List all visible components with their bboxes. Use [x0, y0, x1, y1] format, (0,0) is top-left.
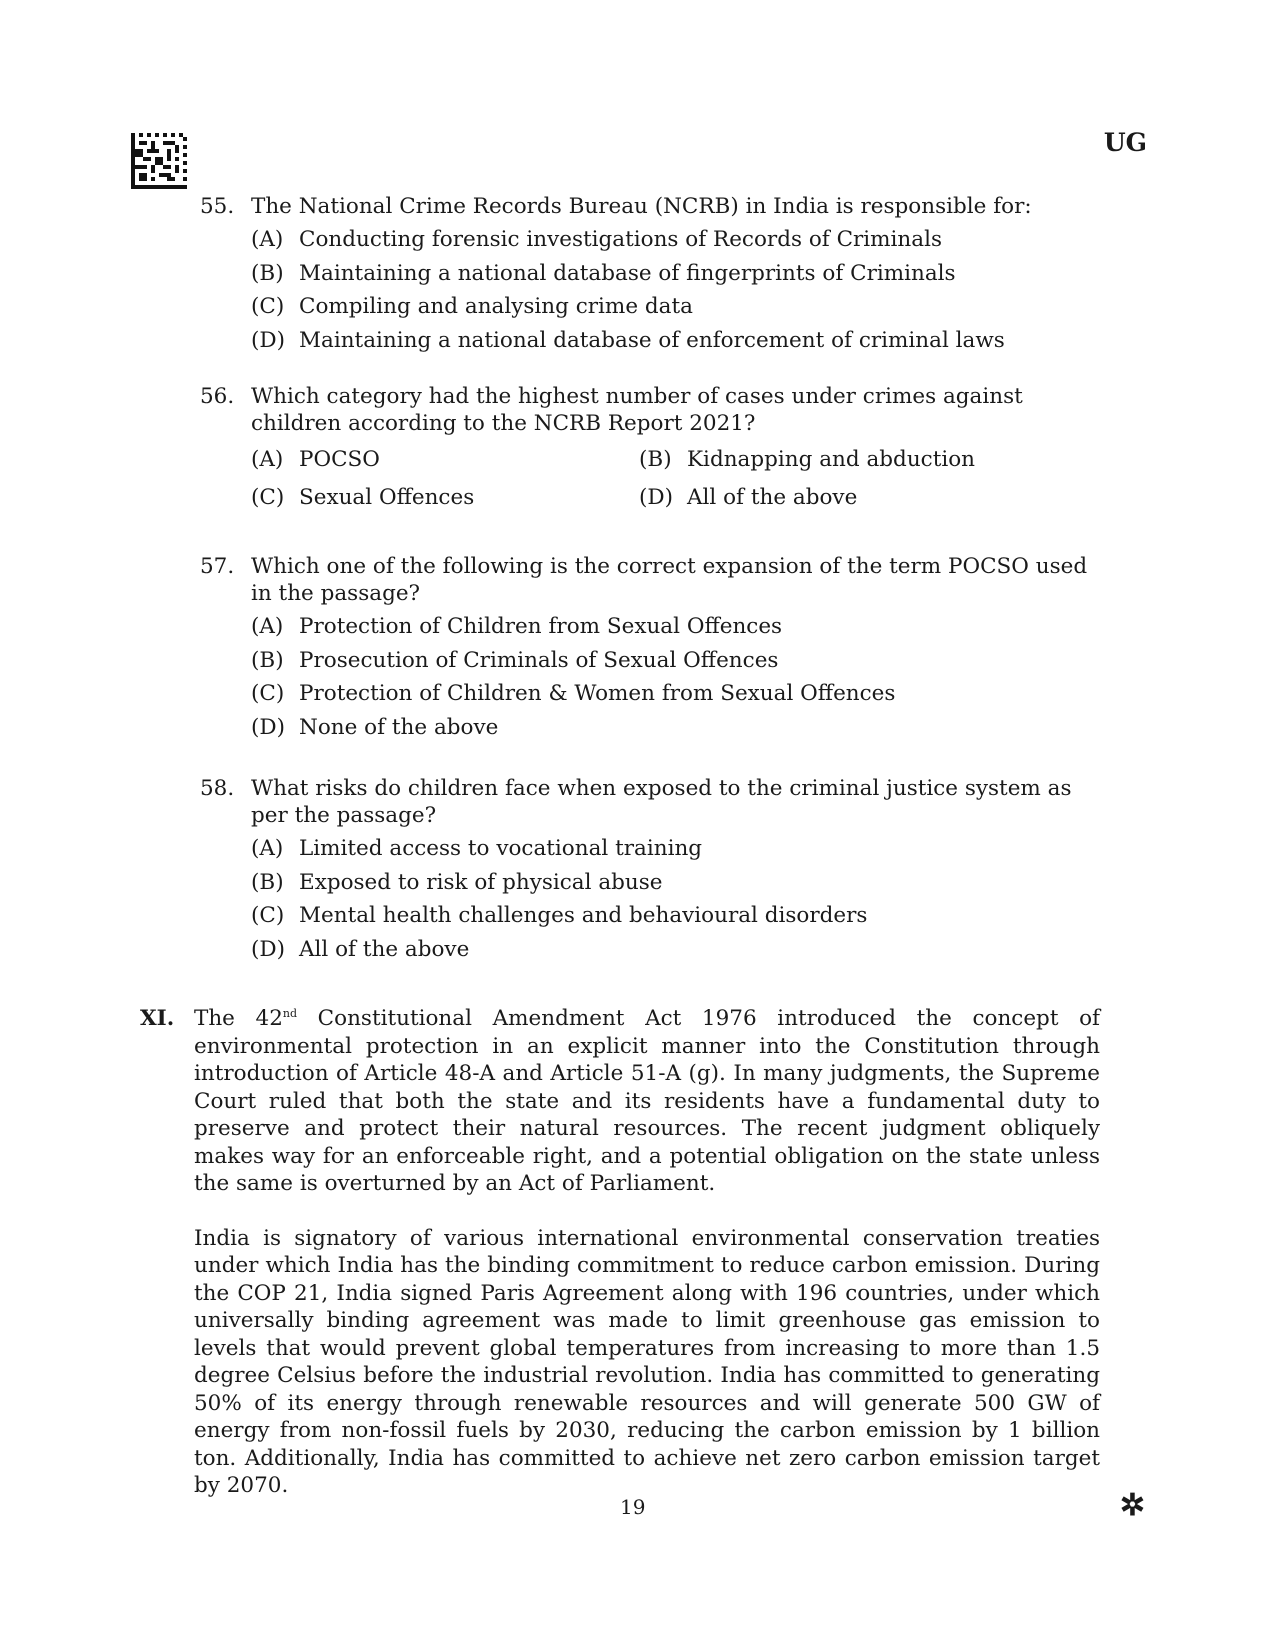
- option-label: (A): [251, 614, 284, 639]
- passage-paragraph-2: India is signatory of various international environmental conservation treaties under which India has the binding commitment to reduce carbon emission. During the COP 21, India signed Paris Agreement along with 196 countries, under which universally binding agreement was made to limit greenhouse gas emission to levels that would prevent global temperatures from increasing to more than 1.5 degree Celsius before the industrial revolution. India has committed to generating 50% of its energy through renewable resources and will generate 500 GW of energy from non-fossil fuels by 2030, reducing the carbon emission by 1 billion ton. Additionally, India has committed to achieve net zero carbon emission target by 2070.: [194, 1225, 1100, 1498]
- question-number: 56.: [200, 384, 235, 409]
- option-c: [251, 483, 639, 512]
- option-text: Kidnapping and abduction: [687, 447, 976, 472]
- option-c: [251, 899, 1100, 933]
- option-b: [251, 866, 1100, 900]
- option-text: Prosecution of Criminals of Sexual Offences: [299, 647, 779, 673]
- question-56: [200, 383, 1100, 512]
- option-text: POCSO: [299, 447, 380, 472]
- passage-section-xi: [140, 1005, 1100, 1500]
- option-label: (A): [251, 447, 284, 472]
- option-a: [251, 223, 1100, 257]
- option-label: (B): [251, 260, 284, 286]
- page-number: 19: [620, 1495, 646, 1519]
- option-b: [251, 257, 1100, 291]
- option-text: Maintaining a national database of fingerprints of Criminals: [299, 260, 956, 286]
- option-label: (C): [251, 294, 285, 319]
- passage-paragraph-1: [194, 1005, 1100, 1198]
- option-d: [251, 933, 1100, 967]
- option-label: (D): [251, 714, 286, 740]
- option-text: Protection of Children & Women from Sexual Offences: [299, 681, 896, 706]
- option-a: [251, 445, 639, 474]
- option-b: [251, 644, 1100, 678]
- paragraph-text: Constitutional Amendment Act 1976 introduced the concept of environmental protection in an explicit manner into the Constitution through introduction of Article 48-A and Article 51-A (g). In many judgments, the Supreme Court ruled that both the state and its residents have a fundamental duty to preserve and protect their natural resources. The recent judgment obliquely makes way for an enforceable right, and a potential obligation on the state unless the same is overturned by an Act of Parliament.: [194, 1006, 1100, 1196]
- option-label: (A): [251, 836, 284, 861]
- option-label: (C): [251, 681, 285, 706]
- option-text: Sexual Offences: [299, 485, 475, 510]
- option-text: None of the above: [299, 714, 499, 740]
- option-text: Mental health challenges and behavioural disorders: [299, 903, 868, 928]
- option-text: All of the above: [687, 485, 858, 510]
- option-grid: [251, 445, 1100, 512]
- option-text: Compiling and analysing crime data: [299, 294, 693, 319]
- option-label: (B): [251, 869, 284, 895]
- option-text: Exposed to risk of physical abuse: [299, 869, 663, 895]
- section-number: XI.: [140, 1006, 175, 1031]
- paragraph-text: The 42: [194, 1006, 283, 1031]
- question-stem: Which one of the following is the correct expansion of the term POCSO used in the passage?: [251, 554, 1088, 606]
- question-58: [200, 775, 1100, 966]
- option-text: Maintaining a national database of enforcement of criminal laws: [299, 327, 1005, 353]
- option-a: [251, 610, 1100, 644]
- option-d: [251, 324, 1100, 358]
- option-label: (B): [639, 447, 672, 472]
- option-label: (D): [251, 327, 286, 353]
- question-number: 58.: [200, 776, 235, 801]
- option-label: (D): [639, 485, 674, 510]
- question-stem: Which category had the highest number of cases under crimes against children according to the NCRB Report 2021?: [251, 384, 1023, 436]
- option-label: (B): [251, 647, 284, 673]
- option-text: All of the above: [299, 936, 470, 962]
- star-icon: ✲: [1119, 1488, 1145, 1523]
- option-d: [639, 483, 1039, 512]
- paper-code: UG: [1103, 128, 1147, 157]
- option-label: (A): [251, 227, 284, 252]
- option-label: (C): [251, 903, 285, 928]
- option-d: [251, 711, 1100, 745]
- option-text: Conducting forensic investigations of Records of Criminals: [299, 227, 943, 252]
- option-label: (D): [251, 936, 286, 962]
- option-label: (C): [251, 485, 285, 510]
- passage-body: [194, 1005, 1100, 1500]
- question-number: 57.: [200, 554, 235, 579]
- qr-code-icon: [131, 133, 187, 189]
- option-text: Protection of Children from Sexual Offences: [299, 614, 783, 639]
- option-c: [251, 290, 1100, 324]
- option-a: [251, 832, 1100, 866]
- question-57: [200, 553, 1100, 744]
- question-number: 55.: [200, 194, 235, 219]
- question-55: [200, 193, 1100, 357]
- question-stem: What risks do children face when exposed to the criminal justice system as per the passage?: [251, 776, 1072, 828]
- question-stem: The National Crime Records Bureau (NCRB) in India is responsible for:: [251, 194, 1032, 219]
- option-text: Limited access to vocational training: [299, 836, 703, 861]
- ordinal-suffix: nd: [282, 1006, 298, 1020]
- option-c: [251, 677, 1100, 711]
- option-b: [639, 445, 1039, 474]
